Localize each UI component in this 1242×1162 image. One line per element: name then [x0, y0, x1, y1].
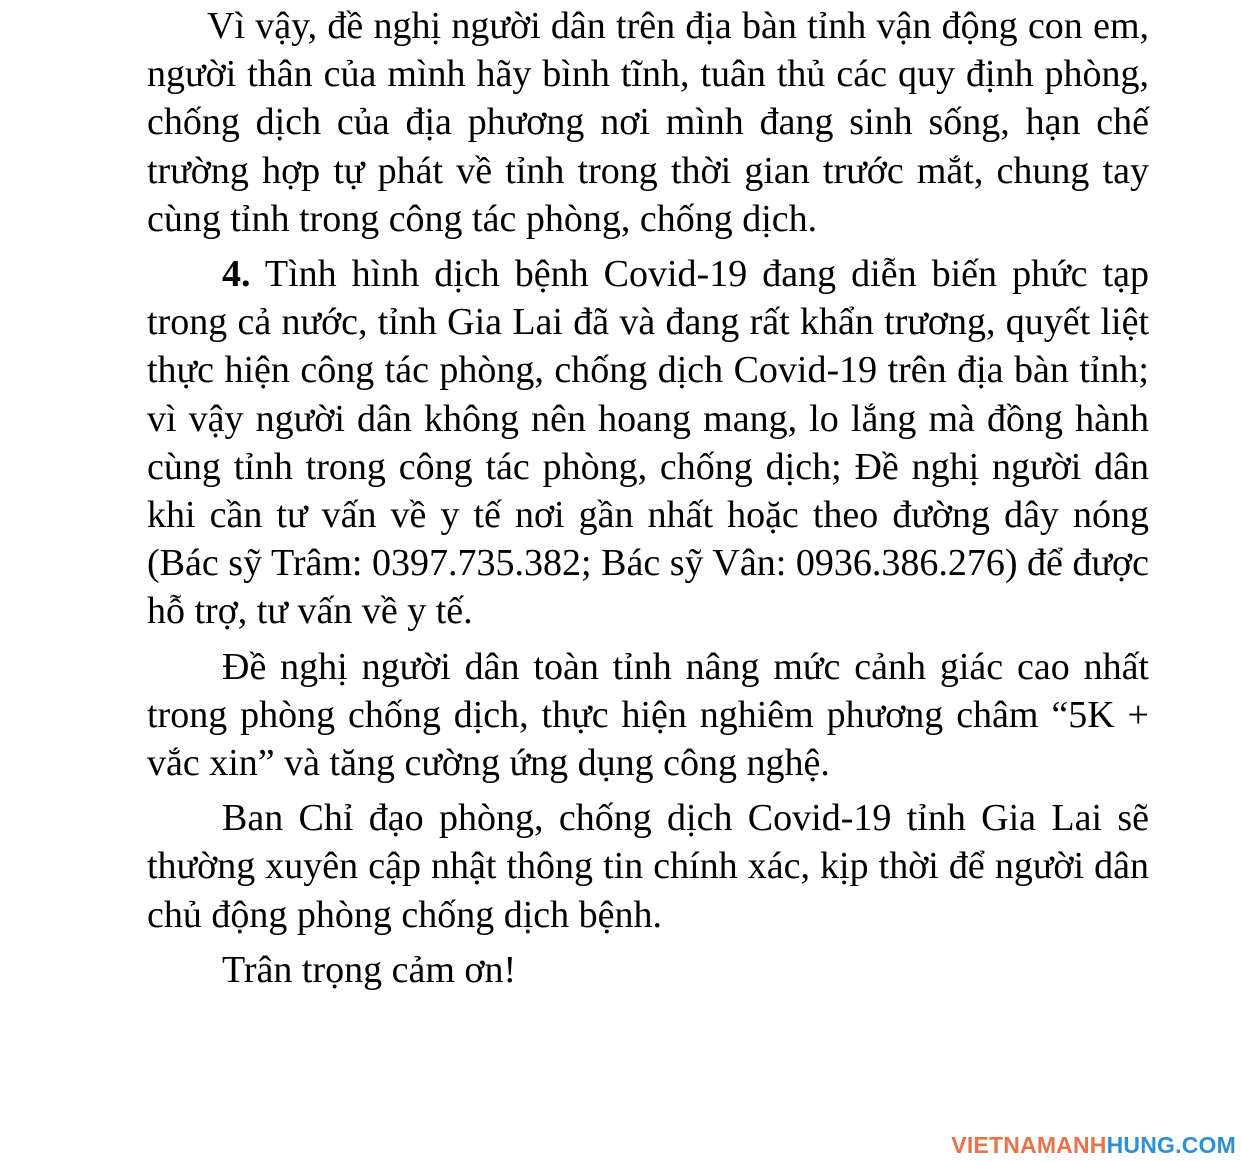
paragraph-2-number: 4. [222, 253, 251, 296]
watermark-part-2: HUNG.COM [1106, 1132, 1236, 1158]
paragraph-1 [147, 2, 1149, 243]
paragraph-5-text: Trân trọng cảm ơn! [222, 948, 517, 991]
document-body [147, 2, 1149, 994]
paragraph-2-text: Tình hình dịch bệnh Covid-19 đang diễn biến phức tạp trong cả nước, tỉnh Gia Lai đã và đang rất khẩn trương, quyết liệt thực hiện công tác phòng, chống dịch Covid-19 trên địa bàn tỉnh; vì vậy người dân không nên hoang mang, lo lắng mà đồng hành cùng tỉnh trong công tác phòng, chống dịch; Đề nghị người dân khi cần tư vấn về y tế nơi gần nhất hoặc theo đường dây nóng (Bác sỹ Trâm: 0397.735.382; Bác sỹ Vân: 0936.386.276) để được hỗ trợ, tư vấn về y tế. [147, 253, 1149, 633]
paragraph-1-text: Vì vậy, đề nghị người dân trên địa bàn tỉnh vận động con em, người thân của mình hãy bình tĩnh, tuân thủ các quy định phòng, chống dịch của địa phương nơi mình đang sinh sống, hạn chế trường hợp tự phát về tỉnh trong thời gian trước mắt, chung tay cùng tỉnh trong công tác phòng, chống dịch. [147, 5, 1149, 240]
paragraph-4-text: Ban Chỉ đạo phòng, chống dịch Covid-19 tỉnh Gia Lai sẽ thường xuyên cập nhật thông tin chính xác, kịp thời để người dân chủ động phòng chống dịch bệnh. [147, 797, 1149, 936]
site-watermark [951, 1131, 1236, 1159]
watermark-part-1: VIETNAMANH [951, 1132, 1107, 1158]
paragraph-5 [147, 946, 1149, 994]
paragraph-2 [147, 250, 1149, 636]
paragraph-3 [147, 643, 1149, 788]
paragraph-4 [147, 794, 1149, 939]
paragraph-3-text: Đề nghị người dân toàn tỉnh nâng mức cảnh giác cao nhất trong phòng chống dịch, thực hiện nghiêm phương châm “5K + vắc xin” và tăng cường ứng dụng công nghệ. [147, 645, 1149, 785]
